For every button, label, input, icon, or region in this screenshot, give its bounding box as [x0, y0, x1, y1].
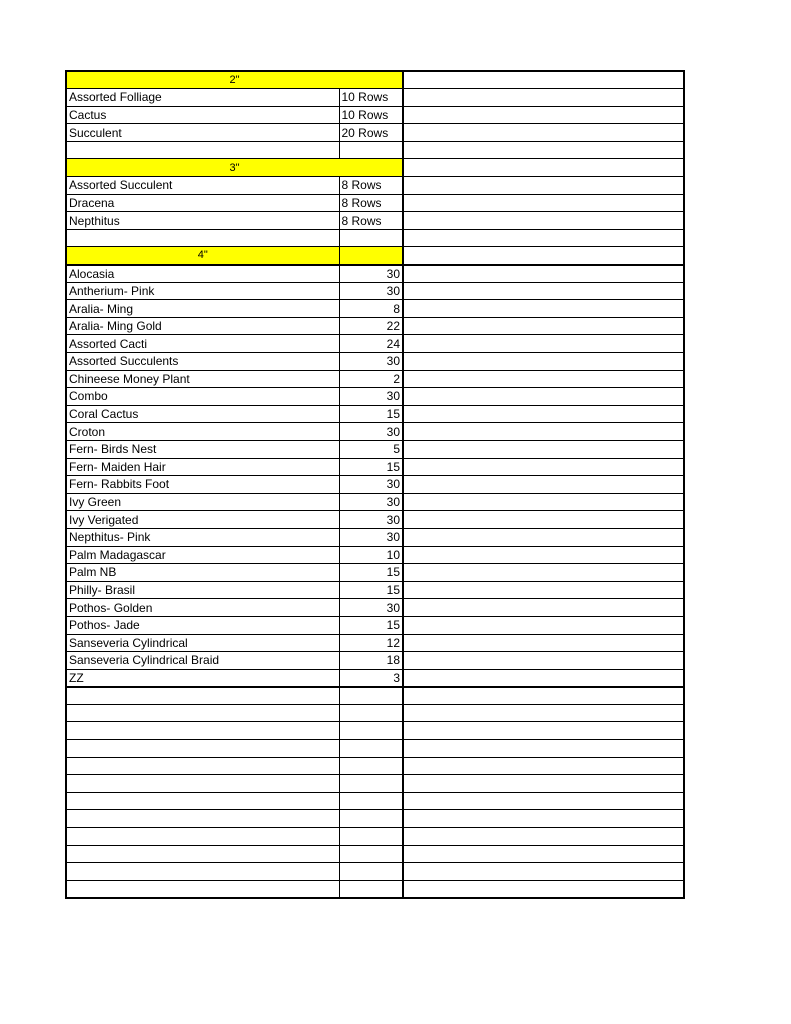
notes-cell[interactable]	[403, 300, 684, 318]
quantity-cell[interactable]: 30	[339, 476, 403, 494]
table-row	[66, 564, 684, 582]
quantity-cell[interactable]: 15	[339, 564, 403, 582]
notes-cell[interactable]	[403, 634, 684, 652]
notes-cell[interactable]	[403, 317, 684, 335]
notes-cell[interactable]	[403, 141, 684, 159]
notes-cell[interactable]	[403, 511, 684, 529]
quantity-cell[interactable]: 30	[339, 388, 403, 406]
notes-cell[interactable]	[403, 353, 684, 371]
section-header-row	[66, 159, 684, 177]
notes-cell[interactable]	[403, 124, 684, 142]
table-row	[66, 335, 684, 353]
plant-order-sheet	[65, 70, 685, 899]
plant-name-cell[interactable]: Nepthitus	[66, 212, 339, 230]
notes-cell[interactable]	[403, 159, 684, 177]
plant-name-cell[interactable]: Pothos- Golden	[66, 599, 339, 617]
quantity-cell[interactable]: 30	[339, 599, 403, 617]
notes-cell[interactable]	[403, 581, 684, 599]
plant-name-cell[interactable]: Combo	[66, 388, 339, 406]
empty-row	[66, 704, 684, 722]
quantity-cell[interactable]: 30	[339, 423, 403, 441]
table-row	[66, 353, 684, 371]
empty-row	[66, 722, 684, 740]
empty-row	[66, 810, 684, 828]
quantity-cell[interactable]: 10 Rows	[339, 106, 403, 124]
empty-cell[interactable]	[339, 740, 403, 758]
quantity-cell[interactable]: 30	[339, 282, 403, 300]
notes-cell[interactable]	[403, 687, 684, 705]
plant-name-cell[interactable]: Ivy Verigated	[66, 511, 339, 529]
table-row	[66, 282, 684, 300]
notes-cell[interactable]	[403, 405, 684, 423]
notes-cell[interactable]	[403, 493, 684, 511]
empty-cell[interactable]	[66, 863, 339, 881]
notes-cell[interactable]	[403, 704, 684, 722]
plant-name-cell[interactable]: Sanseveria Cylindrical	[66, 634, 339, 652]
table-row	[66, 300, 684, 318]
empty-cell[interactable]	[66, 845, 339, 863]
plant-name-cell[interactable]: Alocasia	[66, 265, 339, 283]
empty-cell[interactable]	[66, 810, 339, 828]
plant-name-cell[interactable]: Aralia- Ming Gold	[66, 317, 339, 335]
plant-name-cell[interactable]: Assorted Folliage	[66, 89, 339, 107]
empty-cell[interactable]	[66, 687, 339, 705]
empty-cell[interactable]	[66, 229, 339, 247]
plant-name-cell[interactable]: Assorted Cacti	[66, 335, 339, 353]
notes-cell[interactable]	[403, 370, 684, 388]
quantity-cell[interactable]: 5	[339, 440, 403, 458]
table-row	[66, 194, 684, 212]
notes-cell[interactable]	[403, 423, 684, 441]
notes-cell[interactable]	[403, 388, 684, 406]
empty-row	[66, 687, 684, 705]
empty-cell[interactable]	[339, 687, 403, 705]
plant-name-cell[interactable]: Chineese Money Plant	[66, 370, 339, 388]
blank-rows	[66, 687, 684, 898]
empty-cell[interactable]	[339, 775, 403, 793]
notes-cell[interactable]	[403, 212, 684, 230]
empty-row	[66, 229, 684, 247]
table-row	[66, 599, 684, 617]
notes-cell[interactable]	[403, 757, 684, 775]
empty-cell[interactable]	[339, 845, 403, 863]
empty-cell[interactable]	[339, 880, 403, 898]
empty-cell[interactable]	[339, 229, 403, 247]
plant-name-cell[interactable]: Succulent	[66, 124, 339, 142]
plant-name-cell[interactable]: Ivy Green	[66, 493, 339, 511]
empty-cell[interactable]	[66, 775, 339, 793]
notes-cell[interactable]	[403, 828, 684, 846]
table-row	[66, 212, 684, 230]
quantity-cell[interactable]: 30	[339, 353, 403, 371]
section-header-3in[interactable]: 3"	[66, 159, 403, 177]
quantity-cell[interactable]: 15	[339, 405, 403, 423]
empty-cell[interactable]	[339, 792, 403, 810]
plant-name-cell[interactable]: Palm Madagascar	[66, 546, 339, 564]
plant-name-cell[interactable]: Palm NB	[66, 564, 339, 582]
quantity-cell[interactable]: 15	[339, 581, 403, 599]
quantity-cell[interactable]: 8 Rows	[339, 212, 403, 230]
plant-name-cell[interactable]: Cactus	[66, 106, 339, 124]
table-row	[66, 616, 684, 634]
plant-name-cell[interactable]: Philly- Brasil	[66, 581, 339, 599]
table-row	[66, 669, 684, 687]
table-row	[66, 317, 684, 335]
plant-name-cell[interactable]: Pothos- Jade	[66, 616, 339, 634]
empty-cell[interactable]	[66, 828, 339, 846]
plant-name-cell[interactable]: Fern- Maiden Hair	[66, 458, 339, 476]
notes-cell[interactable]	[403, 599, 684, 617]
empty-cell[interactable]	[66, 880, 339, 898]
table-row	[66, 528, 684, 546]
four-inch-items	[66, 265, 684, 687]
empty-cell[interactable]	[339, 828, 403, 846]
empty-cell[interactable]	[339, 810, 403, 828]
notes-cell[interactable]	[403, 740, 684, 758]
empty-cell[interactable]	[66, 141, 339, 159]
notes-cell[interactable]	[403, 106, 684, 124]
table-row	[66, 458, 684, 476]
table-row	[66, 634, 684, 652]
section-header-2in[interactable]: 2"	[66, 71, 403, 89]
quantity-cell[interactable]: 20 Rows	[339, 124, 403, 142]
empty-cell[interactable]	[66, 722, 339, 740]
empty-row	[66, 880, 684, 898]
empty-row	[66, 863, 684, 881]
table-row	[66, 124, 684, 142]
notes-cell[interactable]	[403, 616, 684, 634]
plant-name-cell[interactable]: Assorted Succulents	[66, 353, 339, 371]
notes-cell[interactable]	[403, 71, 684, 89]
table-row	[66, 106, 684, 124]
section-header-qty[interactable]	[339, 247, 403, 265]
table-row	[66, 177, 684, 195]
notes-cell[interactable]	[403, 775, 684, 793]
plant-name-cell[interactable]: Aralia- Ming	[66, 300, 339, 318]
table-row	[66, 493, 684, 511]
quantity-cell[interactable]: 15	[339, 616, 403, 634]
table-row	[66, 89, 684, 107]
quantity-cell[interactable]: 24	[339, 335, 403, 353]
notes-cell[interactable]	[403, 722, 684, 740]
table-row	[66, 652, 684, 670]
empty-row	[66, 845, 684, 863]
empty-cell[interactable]	[339, 704, 403, 722]
quantity-cell[interactable]: 30	[339, 493, 403, 511]
table-row	[66, 388, 684, 406]
notes-cell[interactable]	[403, 863, 684, 881]
notes-cell[interactable]	[403, 89, 684, 107]
quantity-cell[interactable]: 3	[339, 669, 403, 687]
section-header-row	[66, 71, 684, 89]
plant-name-cell[interactable]: Antherium- Pink	[66, 282, 339, 300]
quantity-cell[interactable]: 8	[339, 300, 403, 318]
notes-cell[interactable]	[403, 247, 684, 265]
quantity-cell[interactable]: 30	[339, 528, 403, 546]
notes-cell[interactable]	[403, 476, 684, 494]
table-row	[66, 476, 684, 494]
empty-cell[interactable]	[339, 141, 403, 159]
empty-row	[66, 792, 684, 810]
empty-row	[66, 141, 684, 159]
empty-row	[66, 757, 684, 775]
notes-cell[interactable]	[403, 440, 684, 458]
quantity-cell[interactable]: 10	[339, 546, 403, 564]
table-row	[66, 405, 684, 423]
plant-name-cell[interactable]: Coral Cactus	[66, 405, 339, 423]
plant-name-cell[interactable]: Croton	[66, 423, 339, 441]
empty-row	[66, 775, 684, 793]
empty-cell[interactable]	[339, 863, 403, 881]
table-row	[66, 370, 684, 388]
table-row	[66, 511, 684, 529]
notes-cell[interactable]	[403, 177, 684, 195]
empty-cell[interactable]	[339, 722, 403, 740]
empty-cell[interactable]	[66, 757, 339, 775]
quantity-cell[interactable]: 2	[339, 370, 403, 388]
notes-cell[interactable]	[403, 880, 684, 898]
plant-name-cell[interactable]: Assorted Succulent	[66, 177, 339, 195]
empty-row	[66, 740, 684, 758]
quantity-cell[interactable]: 8 Rows	[339, 177, 403, 195]
empty-cell[interactable]	[339, 757, 403, 775]
quantity-cell[interactable]: 8 Rows	[339, 194, 403, 212]
notes-cell[interactable]	[403, 810, 684, 828]
notes-cell[interactable]	[403, 792, 684, 810]
table-row	[66, 546, 684, 564]
plant-name-cell[interactable]: Nepthitus- Pink	[66, 528, 339, 546]
empty-cell[interactable]	[66, 704, 339, 722]
quantity-cell[interactable]: 15	[339, 458, 403, 476]
empty-cell[interactable]	[66, 740, 339, 758]
plant-name-cell[interactable]: Fern- Birds Nest	[66, 440, 339, 458]
quantity-cell[interactable]: 30	[339, 511, 403, 529]
quantity-cell[interactable]: 18	[339, 652, 403, 670]
plant-name-cell[interactable]: Sanseveria Cylindrical Braid	[66, 652, 339, 670]
table-row	[66, 265, 684, 283]
quantity-cell[interactable]: 10 Rows	[339, 89, 403, 107]
notes-cell[interactable]	[403, 652, 684, 670]
quantity-cell[interactable]: 22	[339, 317, 403, 335]
notes-cell[interactable]	[403, 282, 684, 300]
notes-cell[interactable]	[403, 458, 684, 476]
table-row	[66, 423, 684, 441]
notes-cell[interactable]	[403, 564, 684, 582]
plant-name-cell[interactable]: Dracena	[66, 194, 339, 212]
notes-cell[interactable]	[403, 546, 684, 564]
notes-cell[interactable]	[403, 265, 684, 283]
notes-cell[interactable]	[403, 229, 684, 247]
table-row	[66, 440, 684, 458]
notes-cell[interactable]	[403, 669, 684, 687]
notes-cell[interactable]	[403, 528, 684, 546]
quantity-cell[interactable]: 30	[339, 265, 403, 283]
table-row	[66, 581, 684, 599]
notes-cell[interactable]	[403, 194, 684, 212]
empty-cell[interactable]	[66, 792, 339, 810]
notes-cell[interactable]	[403, 845, 684, 863]
plant-name-cell[interactable]: ZZ	[66, 669, 339, 687]
quantity-cell[interactable]: 12	[339, 634, 403, 652]
notes-cell[interactable]	[403, 335, 684, 353]
empty-row	[66, 828, 684, 846]
section-header-row	[66, 247, 684, 265]
section-header-4in[interactable]: 4"	[66, 247, 339, 265]
plant-name-cell[interactable]: Fern- Rabbits Foot	[66, 476, 339, 494]
